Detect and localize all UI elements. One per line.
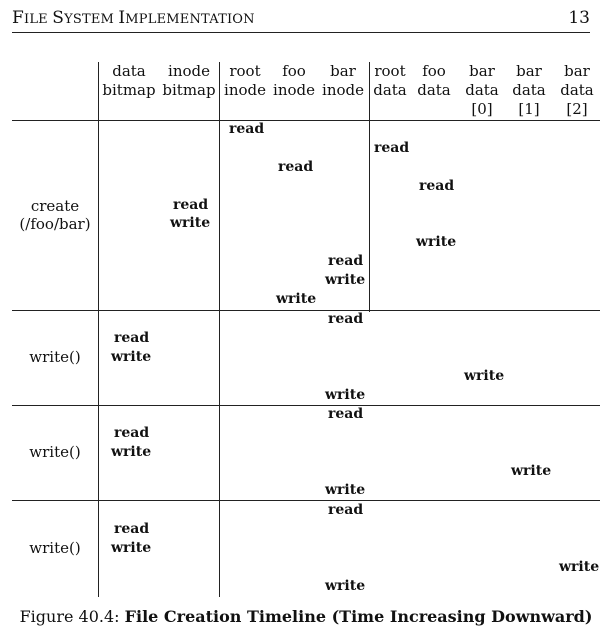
table-cell: read: [114, 521, 150, 537]
column-header: bar data [2]: [560, 62, 594, 118]
operation-label: create (/foo/bar): [19, 197, 91, 233]
table-cell: write: [170, 215, 211, 231]
table-cell: read: [419, 178, 455, 194]
table-cell: write: [111, 444, 152, 460]
table-cell: read: [114, 425, 150, 441]
column-header: data bitmap: [102, 62, 156, 99]
operation-label: write(): [29, 443, 81, 461]
page-header: [12, 8, 590, 30]
table-row-rule: [12, 405, 600, 406]
table-cell: write: [416, 234, 457, 250]
table-cell: write: [325, 387, 366, 403]
table-cell: write: [511, 463, 552, 479]
table-vrule-bitmaps: [219, 62, 220, 597]
column-header: bar data [1]: [512, 62, 546, 118]
figure-caption: Figure 40.4: File Creation Timeline (Time Increasing Downward): [19, 607, 593, 626]
column-header: inode bitmap: [162, 62, 216, 99]
table-cell: write: [559, 559, 600, 575]
table-cell: write: [464, 368, 505, 384]
column-header: bar inode: [322, 62, 364, 99]
table-cell: write: [325, 482, 366, 498]
running-title: [12, 8, 255, 28]
operation-label: write(): [29, 348, 81, 366]
table-vrule-ops: [98, 62, 99, 597]
page-number: 13: [568, 8, 590, 28]
table-cell: write: [325, 578, 366, 594]
table-cell: read: [328, 311, 364, 327]
table-cell: write: [276, 291, 317, 307]
table-cell: read: [173, 197, 209, 213]
title-letter: F: [12, 8, 24, 28]
column-header: foo inode: [273, 62, 315, 99]
table-cell: write: [111, 540, 152, 556]
title-letter: S: [52, 8, 65, 28]
title-smallcaps: YSTEM: [64, 12, 119, 27]
column-header: bar data [0]: [465, 62, 499, 118]
title-smallcaps: ILE: [24, 12, 53, 27]
table-cell: read: [328, 406, 364, 422]
column-header: foo data: [417, 62, 451, 99]
table-cell: write: [111, 349, 152, 365]
operation-label: write(): [29, 539, 81, 557]
column-header: root inode: [224, 62, 266, 99]
title-letter: I: [118, 8, 126, 28]
table-vrule-inodes: [369, 62, 370, 312]
table-cell: read: [374, 140, 410, 156]
table-row-rule: [12, 500, 600, 501]
table-cell: read: [229, 121, 265, 137]
table-cell: write: [325, 272, 366, 288]
table-cell: read: [328, 502, 364, 518]
title-smallcaps: MPLEMENTATION: [125, 12, 255, 27]
table-cell: read: [328, 253, 364, 269]
table-cell: read: [278, 159, 314, 175]
table-cell: read: [114, 330, 150, 346]
table-header-rule: [12, 120, 600, 121]
header-rule: [12, 32, 590, 33]
table-row-rule: [12, 310, 600, 311]
column-header: root data: [373, 62, 407, 99]
